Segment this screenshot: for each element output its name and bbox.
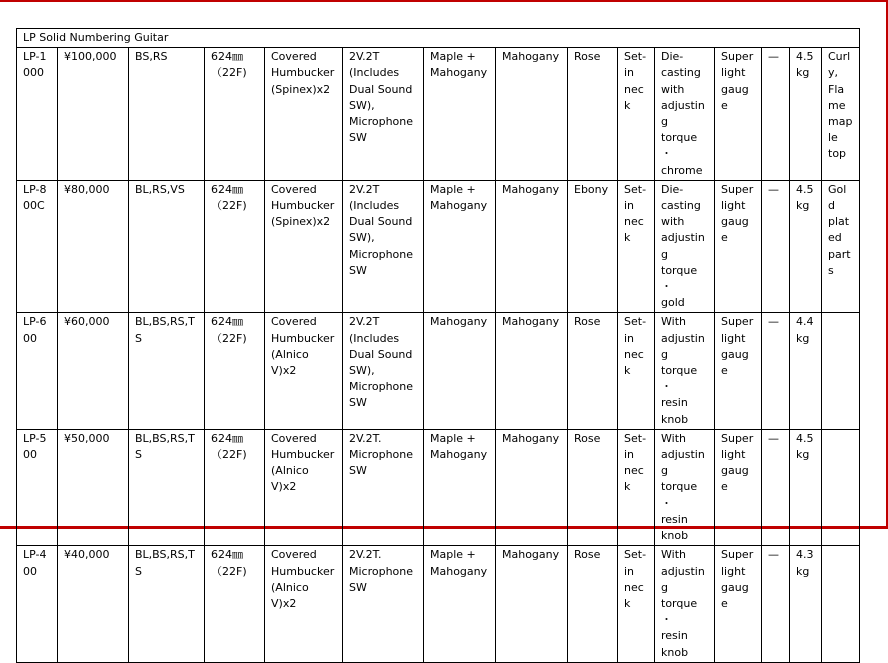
cell-neck: Set- in neck <box>618 429 655 545</box>
table-row <box>17 546 860 662</box>
cell-pickups: Covered Humbucker (Spinex)x2 <box>265 48 343 181</box>
cell-colors: BL,BS,RS,TS <box>129 429 205 545</box>
cell-weight: 4.3 kg <box>790 546 822 662</box>
cell-top: Maple + Mahogany <box>424 546 496 662</box>
table-title-row <box>17 29 860 48</box>
cell-strings: Super light gauge <box>715 429 762 545</box>
cell-scale: 624㎜ （22F) <box>205 48 265 181</box>
cell-controls: 2V.2T. Microphone SW <box>343 546 424 662</box>
cell-tuners: Die- casting with adjusting torque・ chrome <box>655 48 715 181</box>
cell-tuners: With adjusting torque・ resin knob <box>655 313 715 429</box>
cell-notes <box>822 313 860 429</box>
cell-neck: Set- in neck <box>618 180 655 313</box>
table-row <box>17 429 860 545</box>
cell-strings: Super light gauge <box>715 180 762 313</box>
cell-notes <box>822 546 860 662</box>
cell-neck: Set- in neck <box>618 546 655 662</box>
cell-strings: Super light gauge <box>715 48 762 181</box>
cell-case: — <box>762 313 790 429</box>
cell-scale: 624㎜ （22F) <box>205 429 265 545</box>
cell-model: LP-6 00 <box>17 313 58 429</box>
cell-fingerboard: Rose <box>568 546 618 662</box>
cell-colors: BL,BS,RS,TS <box>129 546 205 662</box>
cell-notes: Curly, Flame maple top <box>822 48 860 181</box>
cell-weight: 4.5 kg <box>790 48 822 181</box>
table-title: LP Solid Numbering Guitar <box>17 29 860 48</box>
cell-controls: 2V.2T (Includes Dual Sound SW), Microphone SW <box>343 180 424 313</box>
cell-scale: 624㎜ （22F) <box>205 313 265 429</box>
cell-case: — <box>762 180 790 313</box>
cell-model: LP-5 00 <box>17 429 58 545</box>
cell-top: Maple + Mahogany <box>424 429 496 545</box>
cell-top: Maple + Mahogany <box>424 48 496 181</box>
cell-model: LP-1 000 <box>17 48 58 181</box>
cell-price: ¥50,000 <box>58 429 129 545</box>
cell-neck: Set- in neck <box>618 313 655 429</box>
cell-weight: 4.5 kg <box>790 180 822 313</box>
table-row <box>17 48 860 181</box>
cell-body: Mahogany <box>496 180 568 313</box>
cell-top: Maple + Mahogany <box>424 180 496 313</box>
cell-strings: Super light gauge <box>715 546 762 662</box>
cell-pickups: Covered Humbucker (Alnico V)x2 <box>265 313 343 429</box>
cell-fingerboard: Rose <box>568 48 618 181</box>
cell-body: Mahogany <box>496 48 568 181</box>
cell-body: Mahogany <box>496 546 568 662</box>
cell-neck: Set- in neck <box>618 48 655 181</box>
table-row <box>17 180 860 313</box>
window-frame-top <box>0 0 888 2</box>
cell-controls: 2V.2T (Includes Dual Sound SW), Microphone SW <box>343 313 424 429</box>
cell-controls: 2V.2T. Microphone SW <box>343 429 424 545</box>
cell-fingerboard: Rose <box>568 313 618 429</box>
cell-body: Mahogany <box>496 313 568 429</box>
cell-tuners: Die- casting with adjusting torque・ gold <box>655 180 715 313</box>
cell-pickups: Covered Humbucker (Spinex)x2 <box>265 180 343 313</box>
guitar-spec-table <box>16 28 860 663</box>
cell-case: — <box>762 48 790 181</box>
cell-pickups: Covered Humbucker (Alnico V)x2 <box>265 546 343 662</box>
cell-price: ¥40,000 <box>58 546 129 662</box>
cell-weight: 4.4 kg <box>790 313 822 429</box>
cell-controls: 2V.2T (Includes Dual Sound SW), Microphone SW <box>343 48 424 181</box>
cell-strings: Super light gauge <box>715 313 762 429</box>
cell-fingerboard: Ebony <box>568 180 618 313</box>
cell-fingerboard: Rose <box>568 429 618 545</box>
cell-scale: 624㎜ （22F) <box>205 180 265 313</box>
cell-case: — <box>762 429 790 545</box>
cell-tuners: With adjusting torque・ resin knob <box>655 546 715 662</box>
cell-body: Mahogany <box>496 429 568 545</box>
cell-price: ¥60,000 <box>58 313 129 429</box>
cell-case: — <box>762 546 790 662</box>
cell-model: LP-4 00 <box>17 546 58 662</box>
cell-weight: 4.5 kg <box>790 429 822 545</box>
cell-colors: BL,RS,VS <box>129 180 205 313</box>
cell-model: LP-8 00C <box>17 180 58 313</box>
cell-notes: Gold plated parts <box>822 180 860 313</box>
table-row <box>17 313 860 429</box>
cell-top: Mahogany <box>424 313 496 429</box>
cell-colors: BS,RS <box>129 48 205 181</box>
cell-tuners: With adjusting torque・ resin knob <box>655 429 715 545</box>
cell-notes <box>822 429 860 545</box>
cell-scale: 624㎜ （22F) <box>205 546 265 662</box>
cell-price: ¥80,000 <box>58 180 129 313</box>
cell-price: ¥100,000 <box>58 48 129 181</box>
cell-colors: BL,BS,RS,TS <box>129 313 205 429</box>
cell-pickups: Covered Humbucker (Alnico V)x2 <box>265 429 343 545</box>
